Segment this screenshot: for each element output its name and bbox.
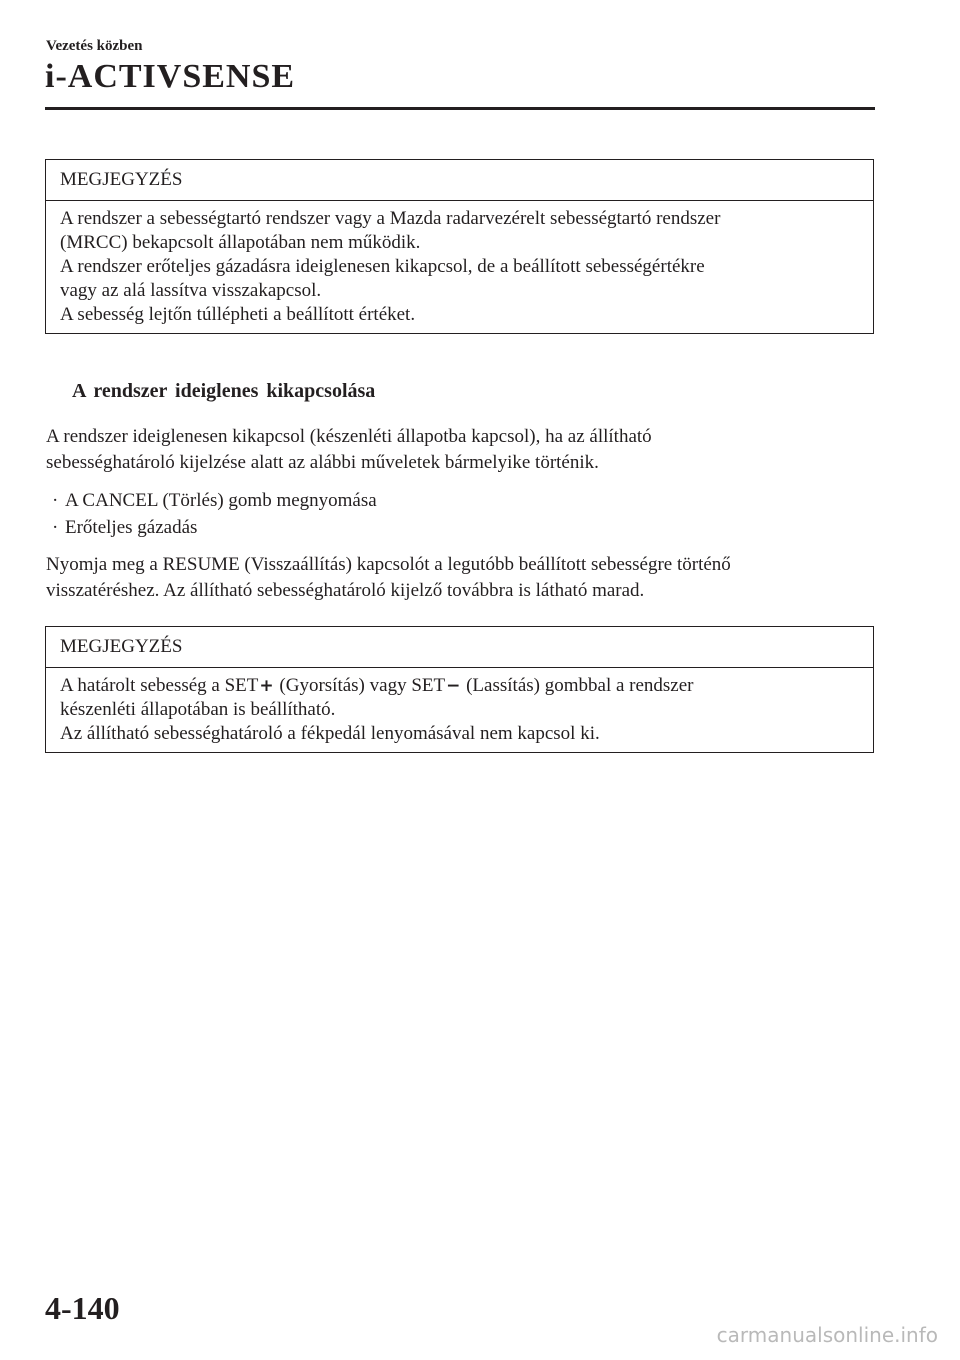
note-box-1 <box>45 159 874 334</box>
outro-paragraph <box>46 552 731 604</box>
note-line: A rendszer a sebességtartó rendszer vagy a Mazda radarvezérelt sebességtartó rendszer <box>60 208 721 229</box>
note-line: A sebesség lejtőn túllépheti a beállított értéket. <box>60 304 416 325</box>
note-heading: MEGJEGYZÉS <box>46 160 873 201</box>
watermark: carmanualsonline.info <box>716 1323 938 1347</box>
subheading: A rendszer ideiglenes kikapcsolása <box>72 380 376 402</box>
list-item <box>52 516 197 540</box>
note-text: A határolt sebesség a SET <box>60 675 259 696</box>
note-text: (Lassítás) gombbal a rendszer <box>461 675 694 696</box>
list-item-text: Erőteljes gázadás <box>65 517 198 538</box>
note-heading: MEGJEGYZÉS <box>46 627 873 668</box>
paragraph-line: visszatéréshez. Az állítható sebességhatároló kijelző továbbra is látható marad. <box>46 580 645 601</box>
note-text: (Gyorsítás) vagy SET <box>274 675 446 696</box>
page-number: 4-140 <box>45 1290 120 1326</box>
intro-paragraph <box>46 424 652 476</box>
list-item-text: A CANCEL (Törlés) gomb megnyomása <box>65 490 377 511</box>
note-line: készenléti állapotában is beállítható. <box>60 699 336 720</box>
note-line: (MRCC) bekapcsolt állapotában nem működik. <box>60 232 421 253</box>
note-box-2 <box>45 626 874 753</box>
minus-icon: − <box>446 676 461 696</box>
note-line: vagy az alá lassítva visszakapcsol. <box>60 280 322 301</box>
bullet-marker: · <box>52 517 59 538</box>
note-body <box>46 668 873 752</box>
chapter-title: i-ACTIVSENSE <box>45 58 296 95</box>
paragraph-line: Nyomja meg a RESUME (Visszaállítás) kapcsolót a legutóbb beállított sebességre történő <box>46 554 731 575</box>
plus-icon: + <box>259 676 274 696</box>
note-line: Az állítható sebességhatároló a fékpedál lenyomásával nem kapcsol ki. <box>60 723 600 744</box>
paragraph-line: sebességhatároló kijelzése alatt az alábbi műveletek bármelyike történik. <box>46 452 599 473</box>
paragraph-line: A rendszer ideiglenesen kikapcsol (készenléti állapotba kapcsol), ha az állítható <box>46 426 652 447</box>
note-line: A rendszer erőteljes gázadásra ideiglenesen kikapcsol, de a beállított sebességértékre <box>60 256 705 277</box>
list-item <box>52 489 377 513</box>
section-label: Vezetés közben <box>46 38 143 54</box>
bullet-marker: · <box>52 490 59 511</box>
header-rule <box>45 107 875 110</box>
note-line <box>60 674 859 698</box>
note-body <box>46 201 873 333</box>
